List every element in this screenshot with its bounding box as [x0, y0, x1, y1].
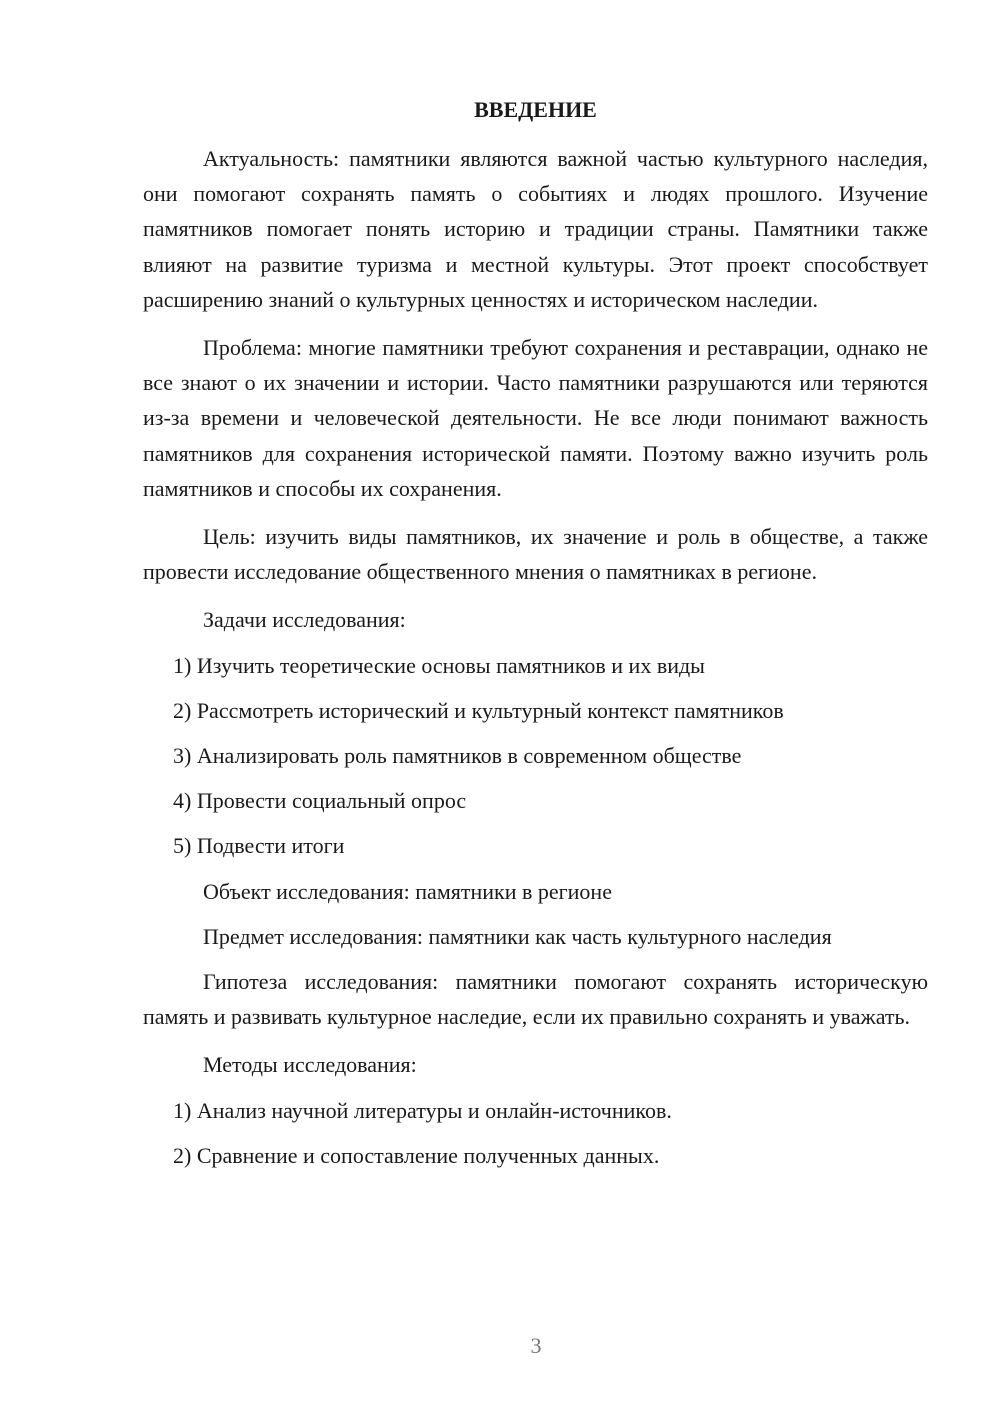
paragraph-relevance: Актуальность: памятники являются важной частью культурного наследия, они помогают сохранять память о событиях и людях прошлого. Изучение памятников помогает понять историю и традиции страны. Памятники также влияют на развитие туризма и местной культуры. Этот проект способствует расширению знаний о культурных ценностях и историческом наследии.: [143, 146, 928, 312]
paragraph-object: Объект исследования: памятники в регионе: [203, 878, 612, 904]
task-item-4: 4) Провести социальный опрос: [173, 788, 467, 814]
task-item-3: 3) Анализировать роль памятников в современном обществе: [173, 743, 742, 769]
page-number: 3: [530, 1333, 542, 1358]
paragraph-hypothesis: Гипотеза исследования: памятники помогают сохранять историческую память и развивать культурное наследие, если их правильно сохранять и уважать.: [143, 969, 928, 1030]
paragraph-goal: Цель: изучить виды памятников, их значение и роль в обществе, а также провести исследование общественного мнения о памятниках в регионе.: [143, 524, 928, 585]
section-title: ВВЕДЕНИЕ: [474, 97, 597, 122]
method-item-2: 2) Сравнение и сопоставление полученных данных.: [173, 1142, 660, 1168]
task-item-2: 2) Рассмотреть исторический и культурный контекст памятников: [173, 697, 784, 723]
methods-heading: Методы исследования:: [203, 1052, 417, 1078]
paragraph-subject: Предмет исследования: памятники как часть культурного наследия: [203, 923, 832, 949]
tasks-heading: Задачи исследования:: [203, 607, 406, 633]
paragraph-problem: Проблема: многие памятники требуют сохранения и реставрации, однако не все знают о их значении и истории. Часто памятники разрушаются или теряются из-за времени и человеческой деятельности. Не все люди понимают важность памятников для сохранения исторической памяти. Поэтому важно изучить роль памятников и способы их сохранения.: [143, 335, 928, 501]
document-body: [143, 92, 928, 1183]
method-item-1: 1) Анализ научной литературы и онлайн-источников.: [173, 1097, 672, 1123]
task-item-5: 5) Подвести итоги: [173, 833, 345, 859]
task-item-1: 1) Изучить теоретические основы памятников и их виды: [173, 652, 705, 678]
